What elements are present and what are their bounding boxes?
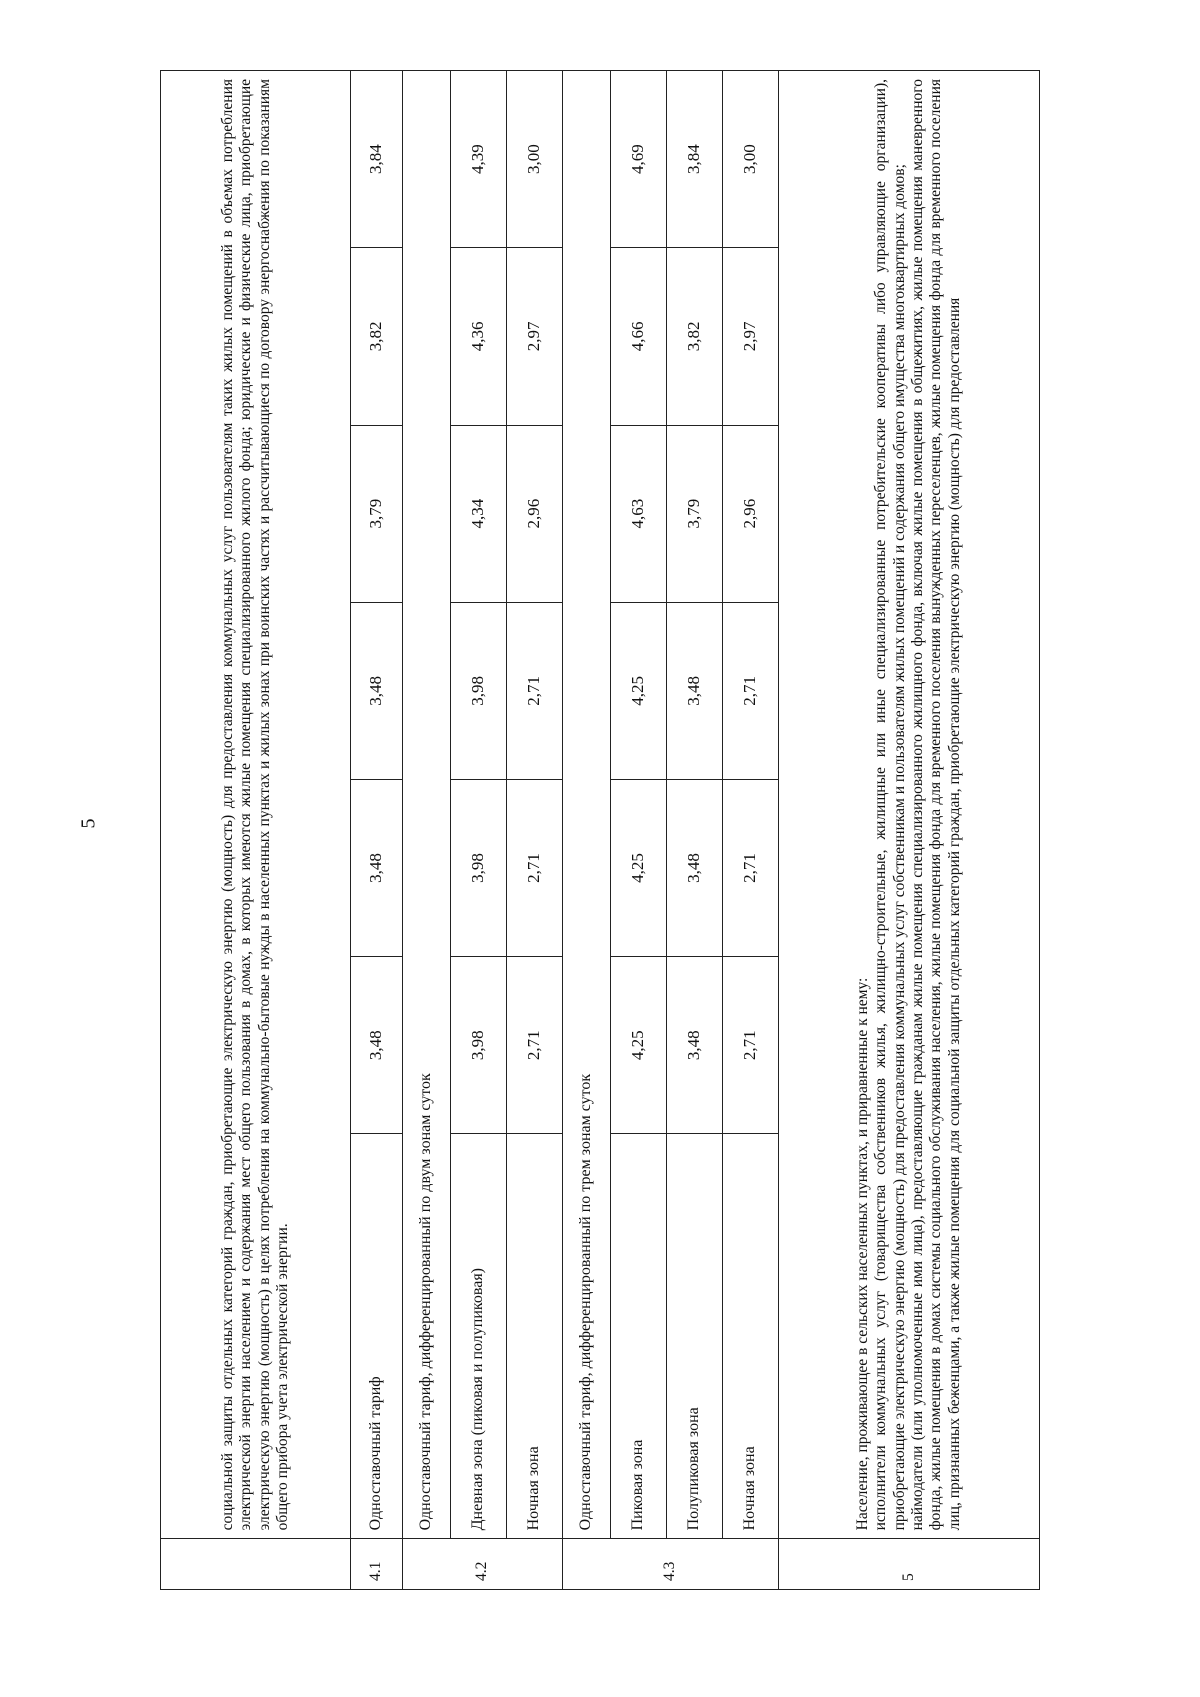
value-cell: 3,48 <box>351 957 403 1134</box>
section-label: Одноставочный тариф, дифференцированный по трем зонам суток <box>563 71 611 1539</box>
section-5-text <box>779 71 1040 1539</box>
value-cell: 4,25 <box>611 602 667 779</box>
section-5-heading: Население, проживающее в сельских населенных пунктах, и приравненные к нему: <box>854 977 872 1531</box>
table-row <box>667 71 723 1590</box>
row-number: 4.2 <box>403 1539 563 1590</box>
section-5-paragraph: исполнители коммунальных услуг (товарищества собственников жилья, жилищно-строительные, жилищные или иные специализированные потребительские кооперативы либо управляющие организации), приобретающие электрическую энергию (мощность) для предоставления коммунальных услуг собственникам и пользователям жилых помещений и содержания общего имущества многоквартирных домов; <box>872 79 908 1531</box>
value-cell: 4,63 <box>611 425 667 602</box>
value-cell: 2,71 <box>507 957 563 1134</box>
value-cell: 4,34 <box>451 425 507 602</box>
row-number: 4.3 <box>563 1539 779 1590</box>
value-cell: 3,84 <box>667 71 723 248</box>
value-cell: 3,98 <box>451 602 507 779</box>
value-cell: 3,48 <box>667 957 723 1134</box>
value-cell: 3,48 <box>667 779 723 956</box>
row-number: 4.1 <box>351 1539 403 1590</box>
value-cell: 2,97 <box>723 248 779 425</box>
value-cell: 3,79 <box>351 425 403 602</box>
value-cell: 3,82 <box>667 248 723 425</box>
table-row <box>451 71 507 1590</box>
row-number: 5 <box>779 1539 1040 1590</box>
intro-row <box>161 71 351 1590</box>
value-cell: 4,25 <box>611 957 667 1134</box>
table-row <box>351 71 403 1590</box>
row-label: Дневная зона (пиковая и полупиковая) <box>451 1134 507 1539</box>
table-row <box>507 71 563 1590</box>
table-row <box>779 71 1040 1590</box>
table-row <box>611 71 667 1590</box>
value-cell: 2,97 <box>507 248 563 425</box>
value-cell: 3,48 <box>351 779 403 956</box>
section-label: Одноставочный тариф, дифференцированный по двум зонам суток <box>403 71 451 1539</box>
intro-num-cell <box>161 1539 351 1590</box>
value-cell: 3,00 <box>723 71 779 248</box>
row-label: Ночная зона <box>723 1134 779 1539</box>
table-row <box>723 71 779 1590</box>
value-cell: 4,69 <box>611 71 667 248</box>
value-cell: 3,79 <box>667 425 723 602</box>
row-label: Полупиковая зона <box>667 1134 723 1539</box>
value-cell: 4,25 <box>611 779 667 956</box>
page-number: 5 <box>77 818 100 829</box>
value-cell: 2,71 <box>507 779 563 956</box>
value-cell: 2,71 <box>507 602 563 779</box>
value-cell: 3,00 <box>507 71 563 248</box>
table-row <box>403 71 451 1590</box>
row-label: Пиковая зона <box>611 1134 667 1539</box>
section-5-paragraph: наймодатели (или уполномоченные ими лица), предоставляющие гражданам жилые помещения специализированного жилищного фонда, включая жилые помещения в общежитиях, жилые помещения маневренного фонда, жилые помещения в домах системы социального обслуживания населения, жилые помещения фонда для временного поселения вынужденных переселенцев, жилые помещения фонда для временного поселения лиц, признанных беженцами, а также жилые помещения для социальной защиты отдельных категорий граждан, приобретающие электрическую энергию (мощность) для предоставления <box>909 79 963 1531</box>
value-cell: 2,96 <box>723 425 779 602</box>
tariff-table <box>160 70 1040 1590</box>
value-cell: 2,71 <box>723 957 779 1134</box>
value-cell: 3,98 <box>451 957 507 1134</box>
value-cell: 3,48 <box>351 602 403 779</box>
value-cell: 2,96 <box>507 425 563 602</box>
value-cell: 3,84 <box>351 71 403 248</box>
value-cell: 3,48 <box>667 602 723 779</box>
value-cell: 2,71 <box>723 779 779 956</box>
value-cell: 2,71 <box>723 602 779 779</box>
row-label: Ночная зона <box>507 1134 563 1539</box>
intro-text: социальной защиты отдельных категорий граждан, приобретающие электрическую энергию (мощность) для предоставления коммунальных услуг пользователям таких жилых помещений в объемах потребления электрической энергии населением и содержания мест общего пользования в домах, в которых имеются жилые помещения специализированного жилого фонда; юридические и физические лица, приобретающие электрическую энергию (мощность) в целях потребления на коммунально-бытовые нужды в населенных пунктах и жилых зонах при воинских частях и рассчитывающиеся по договору энергоснабжения по показаниям общего прибора учета электрической энергии. <box>161 71 351 1539</box>
value-cell: 4,39 <box>451 71 507 248</box>
value-cell: 3,82 <box>351 248 403 425</box>
value-cell: 4,36 <box>451 248 507 425</box>
value-cell: 3,98 <box>451 779 507 956</box>
row-label: Одноставочный тариф <box>351 1134 403 1539</box>
table-row <box>563 71 611 1590</box>
tariff-table-rotated <box>160 70 1040 1590</box>
value-cell: 4,66 <box>611 248 667 425</box>
